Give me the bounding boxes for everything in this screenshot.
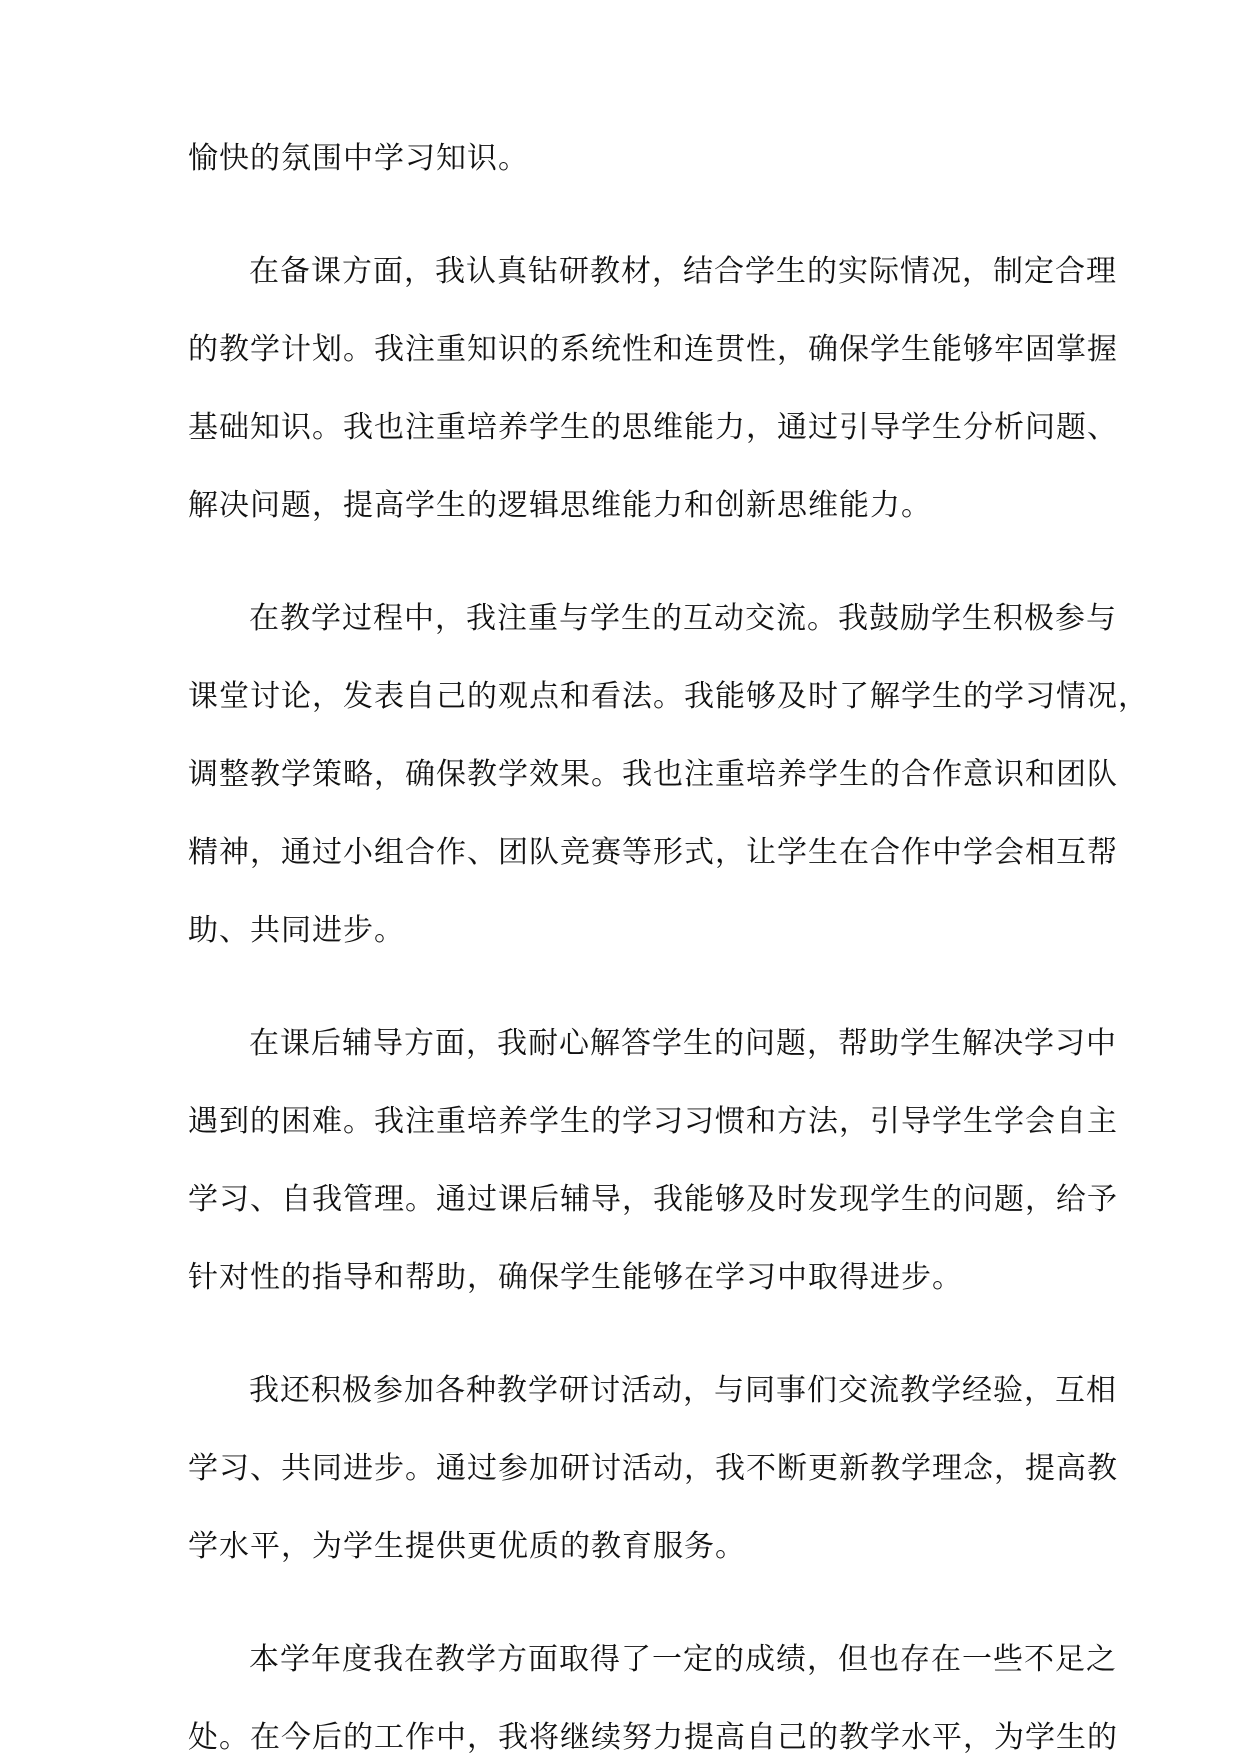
paragraph xyxy=(188,1641,1118,1757)
text-line: 遇到的困难。我注重培养学生的学习习惯和方法，引导学生学会自主 xyxy=(188,1104,1118,1139)
document-body xyxy=(188,140,1149,1757)
paragraph xyxy=(188,1372,1118,1566)
text-line: 学习、自我管理。通过课后辅导，我能够及时发现学生的问题，给予 xyxy=(188,1182,1118,1217)
text-line: 在备课方面，我认真钻研教材，结合学生的实际情况，制定合理 xyxy=(249,254,1117,289)
text-line: 在课后辅导方面，我耐心解答学生的问题，帮助学生解决学习中 xyxy=(249,1026,1117,1061)
paragraph xyxy=(188,1025,1118,1297)
text-line: 我还积极参加各种教学研讨活动，与同事们交流教学经验，互相 xyxy=(249,1373,1117,1408)
text-line: 解决问题，提高学生的逻辑思维能力和创新思维能力。 xyxy=(188,488,932,523)
paragraph xyxy=(188,600,1149,950)
text-line: 课堂讨论，发表自己的观点和看法。我能够及时了解学生的学习情况， xyxy=(188,679,1149,714)
text-line: 调整教学策略，确保教学效果。我也注重培养学生的合作意识和团队 xyxy=(188,757,1118,792)
paragraph xyxy=(188,253,1118,525)
text-line: 基础知识。我也注重培养学生的思维能力，通过引导学生分析问题、 xyxy=(188,410,1118,445)
text-line: 愉快的氛围中学习知识。 xyxy=(188,141,529,176)
paragraph xyxy=(188,140,1068,178)
text-line: 本学年度我在教学方面取得了一定的成绩，但也存在一些不足之 xyxy=(249,1642,1117,1677)
text-line: 处。在今后的工作中，我将继续努力提高自己的教学水平，为学生的 xyxy=(188,1720,1118,1755)
text-line: 学习、共同进步。通过参加研讨活动，我不断更新教学理念，提高教 xyxy=(188,1451,1118,1486)
text-line: 助、共同进步。 xyxy=(188,913,405,948)
text-line: 的教学计划。我注重知识的系统性和连贯性，确保学生能够牢固掌握 xyxy=(188,332,1118,367)
text-line: 针对性的指导和帮助，确保学生能够在学习中取得进步。 xyxy=(188,1260,963,1295)
text-line: 精神，通过小组合作、团队竞赛等形式，让学生在合作中学会相互帮 xyxy=(188,835,1118,870)
text-line: 在教学过程中，我注重与学生的互动交流。我鼓励学生积极参与 xyxy=(249,601,1117,636)
text-line: 学水平，为学生提供更优质的教育服务。 xyxy=(188,1529,746,1564)
